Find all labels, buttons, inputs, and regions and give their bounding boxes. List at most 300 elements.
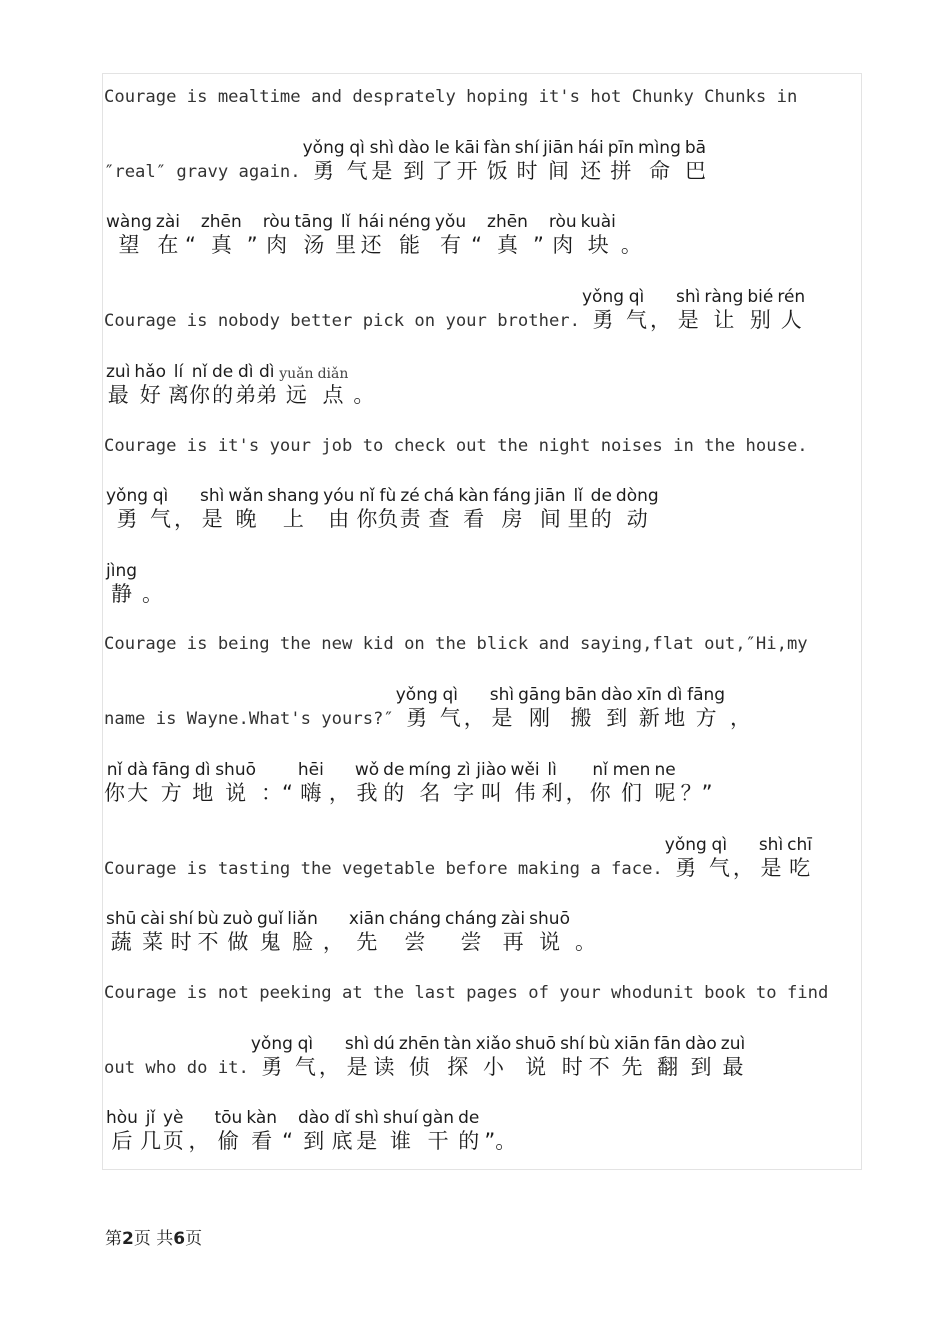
pinyin (248, 211, 257, 233)
pinyin-char (356, 485, 377, 531)
pinyin: le (434, 138, 450, 158)
pinyin: de (383, 760, 405, 780)
hanzi: 在 (157, 233, 179, 257)
pinyin (534, 211, 543, 233)
hanzi: 。 (142, 582, 164, 606)
pinyin-char (474, 1033, 514, 1079)
punctuation (185, 1107, 212, 1153)
english-lead: name is Wayne.What's yours?″ (104, 709, 394, 729)
pinyin-line-12 (104, 834, 814, 880)
pinyin-char (513, 1033, 558, 1079)
pinyin-char (491, 485, 533, 531)
pinyin-char (397, 1033, 442, 1079)
pinyin-char (652, 759, 677, 805)
hanzi: 块 (587, 233, 609, 257)
hanzi: 到 (606, 706, 628, 730)
pinyin-char (652, 1033, 683, 1079)
pinyin-char (420, 1107, 456, 1153)
pinyin: shuí (382, 1108, 419, 1128)
hanzi: ， (188, 1129, 210, 1153)
pinyin: jiān (535, 486, 566, 506)
pinyin-char (353, 1107, 381, 1153)
punctuation (727, 684, 754, 730)
hanzi: 里 (567, 507, 589, 531)
pinyin-char (775, 286, 807, 332)
hanzi: 说 (225, 781, 247, 805)
punctuation (678, 759, 716, 805)
pinyin-line-8 (104, 560, 166, 606)
pinyin-char (104, 908, 138, 954)
pinyin: nǐ (359, 486, 375, 506)
pinyin: qì (628, 287, 645, 307)
english-line-6: Courage is it's your job to check out the night noises in the house. (104, 436, 808, 456)
pinyin-char (488, 684, 516, 730)
punctuation (182, 211, 199, 257)
hanzi: 的 (590, 507, 612, 531)
pinyin-char (104, 759, 125, 805)
pinyin-char (277, 365, 315, 407)
punctuation (647, 286, 674, 332)
hanzi: 气 (439, 706, 461, 730)
hanzi: 到 (403, 159, 425, 183)
hanzi: 有 (440, 233, 461, 257)
pinyin: gàn (422, 1108, 455, 1128)
pinyin: rén (777, 287, 806, 307)
pinyin-char (663, 834, 709, 880)
hanzi: 巴 (684, 159, 706, 183)
hanzi: 开 (456, 159, 478, 183)
pinyin-char (394, 684, 440, 730)
pinyin: hēi (297, 760, 324, 780)
hanzi: 字 (453, 781, 475, 805)
pinyin-char (104, 361, 132, 407)
pinyin: shuō (529, 909, 570, 929)
pinyin: wàng (106, 212, 152, 232)
pinyin: dào (398, 138, 430, 158)
pinyin: dì (194, 760, 211, 780)
hanzi: 好 (139, 383, 161, 407)
pinyin: zài (501, 909, 526, 929)
pinyin: wǎn (228, 486, 264, 506)
pinyin: fān (653, 1034, 682, 1054)
pinyin-char (485, 211, 530, 257)
hanzi: 几 (139, 1129, 161, 1153)
pinyin: shū (106, 909, 137, 929)
hanzi: 里 (335, 233, 357, 257)
pinyin: hái (358, 212, 385, 232)
punctuation (244, 211, 261, 257)
hanzi: 伟 (514, 781, 536, 805)
pinyin: liǎn (287, 909, 318, 929)
pinyin: de (590, 486, 612, 506)
pinyin-char (371, 1033, 397, 1079)
pinyin: lǐ (340, 212, 351, 232)
hanzi: 远 (285, 383, 307, 407)
pinyin-char (347, 137, 368, 183)
pinyin-line-11 (104, 759, 716, 805)
pinyin: shì (676, 287, 701, 307)
pinyin: yè (162, 1108, 184, 1128)
hanzi: 方 (695, 706, 717, 730)
hanzi: 嗨 (300, 781, 322, 805)
punctuation (258, 759, 296, 805)
pinyin: qì (297, 1034, 314, 1054)
punctuation (461, 684, 488, 730)
hanzi: 到 (690, 1055, 712, 1079)
page-footer: 第2页 共6页 (105, 1229, 203, 1249)
pinyin: zhēn (487, 212, 528, 232)
pinyin-char (266, 485, 322, 531)
pinyin: yǒng (250, 1034, 293, 1054)
pinyin-char (579, 211, 618, 257)
hanzi: 你 (104, 781, 125, 805)
hanzi: 尝 (460, 930, 482, 954)
pinyin: shì (344, 1034, 370, 1054)
pinyin: jǐ (145, 1108, 156, 1128)
pinyin-char (576, 137, 606, 183)
pinyin-char (235, 361, 256, 407)
hanzi: 新 (638, 706, 660, 730)
pinyin-line-15 (104, 1033, 747, 1079)
pinyin (472, 211, 481, 233)
hanzi: ， (565, 781, 587, 805)
english-lead: Courage is tasting the vegetable before making a face. (104, 859, 663, 879)
hanzi: 的 (212, 383, 234, 407)
pinyin: yǒng (582, 287, 625, 307)
hanzi: ， (322, 930, 344, 954)
hanzi: 不 (197, 930, 219, 954)
pinyin: dòng (615, 486, 659, 506)
pinyin-char (154, 211, 182, 257)
pinyin: dà (127, 760, 149, 780)
pinyin: shí (514, 138, 540, 158)
pinyin-char (719, 1033, 747, 1079)
pinyin: xiǎo (475, 1034, 512, 1054)
pinyin: fáng (493, 486, 532, 506)
hanzi: 是 (346, 1055, 368, 1079)
pinyin: zuì (720, 1034, 746, 1054)
hanzi: 人 (780, 308, 802, 332)
punctuation (530, 211, 547, 257)
pinyin-char (614, 485, 661, 531)
hanzi: 房 (501, 507, 523, 531)
pinyin: dì (666, 685, 683, 705)
pinyin-char (482, 137, 513, 183)
pinyin-char (533, 485, 568, 531)
pinyin: zé (400, 486, 420, 506)
hanzi: 时 (561, 1055, 583, 1079)
pinyin-char (474, 759, 508, 805)
hanzi: 弟 (256, 383, 278, 407)
pinyin: yǒng (395, 685, 438, 705)
hanzi: 尝 (404, 930, 426, 954)
pinyin: zhēn (200, 212, 242, 232)
pinyin: qì (711, 835, 728, 855)
pinyin (470, 684, 479, 706)
hanzi: 离 (168, 383, 190, 407)
pinyin: jiān (543, 138, 574, 158)
hanzi: 间 (547, 159, 569, 183)
pinyin: zài (155, 212, 180, 232)
pinyin-char (285, 908, 320, 954)
hanzi: 搬 (570, 706, 592, 730)
english-line-14: Courage is not peeking at the last pages of your whodunit book to find (104, 983, 829, 1003)
pinyin-char (785, 834, 814, 880)
hanzi: 探 (447, 1055, 469, 1079)
pinyin: shì (200, 486, 225, 506)
pinyin (736, 684, 745, 706)
pinyin-line-2 (104, 137, 708, 183)
pinyin: mìng (638, 138, 681, 158)
pinyin-char (292, 211, 335, 257)
hanzi: 。 (353, 383, 375, 407)
pinyin-char (513, 137, 541, 183)
punctuation (730, 834, 757, 880)
english-lead: Courage is nobody better pick on your brother. (104, 311, 580, 331)
hanzi: 蔬 (110, 930, 132, 954)
pinyin-char (381, 1107, 420, 1153)
pinyin-line-3 (104, 211, 645, 257)
hanzi: ， (174, 507, 196, 531)
pinyin: shuō (515, 1034, 557, 1054)
pinyin-char (542, 759, 563, 805)
hanzi: 是 (491, 706, 513, 730)
pinyin: de (212, 362, 234, 382)
hanzi: 真 (210, 233, 232, 257)
pinyin: yǒu (434, 212, 467, 232)
pinyin-char (636, 137, 683, 183)
pinyin: men (612, 760, 651, 780)
pinyin-char (586, 1033, 612, 1079)
hanzi: 底 (331, 1129, 353, 1153)
pinyin-char (527, 908, 572, 954)
hanzi: 静 (111, 582, 132, 606)
pinyin: bā (684, 138, 707, 158)
hanzi: 负 (377, 507, 399, 531)
pinyin-char (541, 137, 576, 183)
pinyin: shì (354, 1108, 379, 1128)
pinyin: yǒng (664, 835, 707, 855)
pinyin-char (683, 137, 708, 183)
pinyin-char (189, 361, 210, 407)
pinyin: dào (685, 1034, 717, 1054)
hanzi: 晚 (235, 507, 257, 531)
pinyin: dú (373, 1034, 395, 1054)
pinyin-char (168, 361, 189, 407)
pinyin (180, 485, 189, 507)
pinyin: tāng (294, 212, 334, 232)
pinyin-char (568, 485, 589, 531)
hanzi: 方 (160, 781, 182, 805)
pinyin: hǎo (134, 362, 167, 382)
pinyin: hòu (106, 1108, 138, 1128)
pinyin-char (213, 759, 258, 805)
pinyin: kàn (246, 1108, 278, 1128)
pinyin-char (198, 485, 226, 531)
pinyin (186, 211, 195, 233)
pinyin (627, 211, 636, 233)
pinyin (739, 834, 748, 856)
english-line-1: Courage is mealtime and desprately hoping it's hot Chunky Chunks in (104, 87, 798, 107)
pinyin-char (244, 1107, 279, 1153)
hanzi: ” (246, 233, 258, 257)
pinyin (581, 908, 590, 930)
pinyin (571, 759, 580, 781)
hanzi: 。 (620, 233, 642, 257)
pinyin: bié (747, 287, 774, 307)
pinyin: cháng (388, 909, 441, 929)
pinyin: yóu (323, 486, 355, 506)
hanzi: 间 (539, 507, 561, 531)
english-line-9: Courage is being the new kid on the blick and saying,flat out,″Hi,my (104, 634, 808, 654)
pinyin-char (356, 211, 386, 257)
pinyin: hái (577, 138, 604, 158)
pinyin: yǒng (302, 138, 345, 158)
hanzi: 饭 (486, 159, 508, 183)
pinyin: fāng (152, 760, 191, 780)
pinyin: zhēn (398, 1034, 440, 1054)
pinyin: guǐ (256, 909, 284, 929)
hanzi: 脸 (292, 930, 314, 954)
hanzi: 再 (502, 930, 524, 954)
pinyin-char (104, 211, 154, 257)
pinyin (194, 1107, 203, 1129)
punctuation (171, 485, 198, 531)
hanzi: 气 (708, 856, 730, 880)
pinyin: nǐ (191, 362, 208, 382)
pinyin: fù (379, 486, 397, 506)
pinyin: ròu (262, 212, 291, 232)
pinyin-char (563, 684, 599, 730)
pinyin-char (626, 286, 647, 332)
hanzi: 的 (383, 781, 405, 805)
punctuation (563, 759, 590, 805)
pinyin: pīn (607, 138, 635, 158)
pinyin-char (396, 137, 432, 183)
hanzi: 让 (713, 308, 735, 332)
pinyin-char (589, 485, 614, 531)
pinyin: tàn (443, 1034, 472, 1054)
pinyin-char (296, 759, 326, 805)
pinyin (692, 759, 701, 781)
pinyin: qì (152, 486, 169, 506)
pinyin: xiān (348, 909, 385, 929)
pinyin: yuǎn (279, 366, 314, 382)
pinyin: wěi (510, 760, 540, 780)
pinyin-char (516, 684, 563, 730)
pinyin: néng (388, 212, 431, 232)
pinyin-char (499, 908, 527, 954)
pinyin-char (125, 759, 150, 805)
pinyin-char (635, 684, 665, 730)
pinyin (325, 1033, 334, 1055)
pinyin-char (456, 1107, 481, 1153)
hanzi: 看 (463, 507, 485, 531)
hanzi: 侦 (408, 1055, 430, 1079)
hanzi: 肉 (552, 233, 574, 257)
pinyin: zì (456, 760, 471, 780)
pinyin-char (167, 908, 195, 954)
pinyin: shí (168, 909, 194, 929)
pinyin-char (295, 1033, 316, 1079)
hanzi: 勇 (592, 308, 614, 332)
pinyin: shì (489, 685, 515, 705)
pinyin-char (683, 1033, 719, 1079)
pinyin: shì (369, 138, 394, 158)
pinyin-char (192, 759, 213, 805)
hanzi: 先 (356, 930, 378, 954)
hanzi: 是 (356, 1129, 378, 1153)
hanzi: 们 (621, 781, 643, 805)
pinyin-char (226, 485, 265, 531)
hanzi: 做 (227, 930, 249, 954)
hanzi: 页 (162, 1129, 184, 1153)
pinyin: lǐ (573, 486, 583, 506)
pinyin-char (440, 684, 461, 730)
hanzi: 读 (373, 1055, 395, 1079)
pinyin (335, 759, 344, 781)
pinyin-char (104, 1107, 140, 1153)
hanzi: 菜 (142, 930, 164, 954)
hanzi: 时 (516, 159, 538, 183)
hanzi: 是 (760, 856, 782, 880)
pinyin-line-13 (104, 908, 599, 954)
pinyin: nǐ (592, 760, 608, 780)
pinyin-char (398, 485, 421, 531)
pinyin: fāng (687, 685, 726, 705)
hanzi: 命 (648, 159, 670, 183)
hanzi: 后 (111, 1129, 133, 1153)
pinyin-char (343, 1033, 371, 1079)
pinyin-char (249, 1033, 295, 1079)
hanzi: ”。 (484, 1129, 517, 1153)
pinyin-char (301, 137, 347, 183)
pinyin-char (509, 759, 542, 805)
pinyin-char (255, 908, 285, 954)
pinyin-char (132, 361, 168, 407)
pinyin: zuì (106, 362, 131, 382)
pinyin-char (138, 908, 167, 954)
pinyin: ne (654, 760, 676, 780)
pinyin-char (442, 1033, 474, 1079)
pinyin: diǎn (317, 366, 349, 382)
pinyin-char (685, 684, 727, 730)
hanzi: 别 (749, 308, 771, 332)
pinyin: shì (758, 835, 784, 855)
pinyin: fàn (483, 138, 511, 158)
hanzi: “ (282, 1129, 293, 1153)
hanzi: 吃 (789, 856, 811, 880)
hanzi: 。 (574, 930, 596, 954)
pinyin: chá (423, 486, 455, 506)
punctuation (279, 1107, 296, 1153)
pinyin-char (104, 485, 150, 531)
hanzi: 说 (525, 1055, 547, 1079)
pinyin: dì (238, 362, 254, 382)
hanzi: 说 (539, 930, 561, 954)
pinyin-char (256, 361, 277, 407)
pinyin-char (161, 1107, 186, 1153)
hanzi: 呢 (654, 781, 676, 805)
pinyin: ràng (704, 287, 744, 307)
pinyin-char (347, 908, 387, 954)
pinyin (656, 286, 665, 308)
punctuation (316, 1033, 343, 1079)
hanzi: ， (732, 856, 754, 880)
pinyin-char (140, 1107, 161, 1153)
pinyin: nǐ (106, 760, 123, 780)
pinyin-char (674, 286, 702, 332)
